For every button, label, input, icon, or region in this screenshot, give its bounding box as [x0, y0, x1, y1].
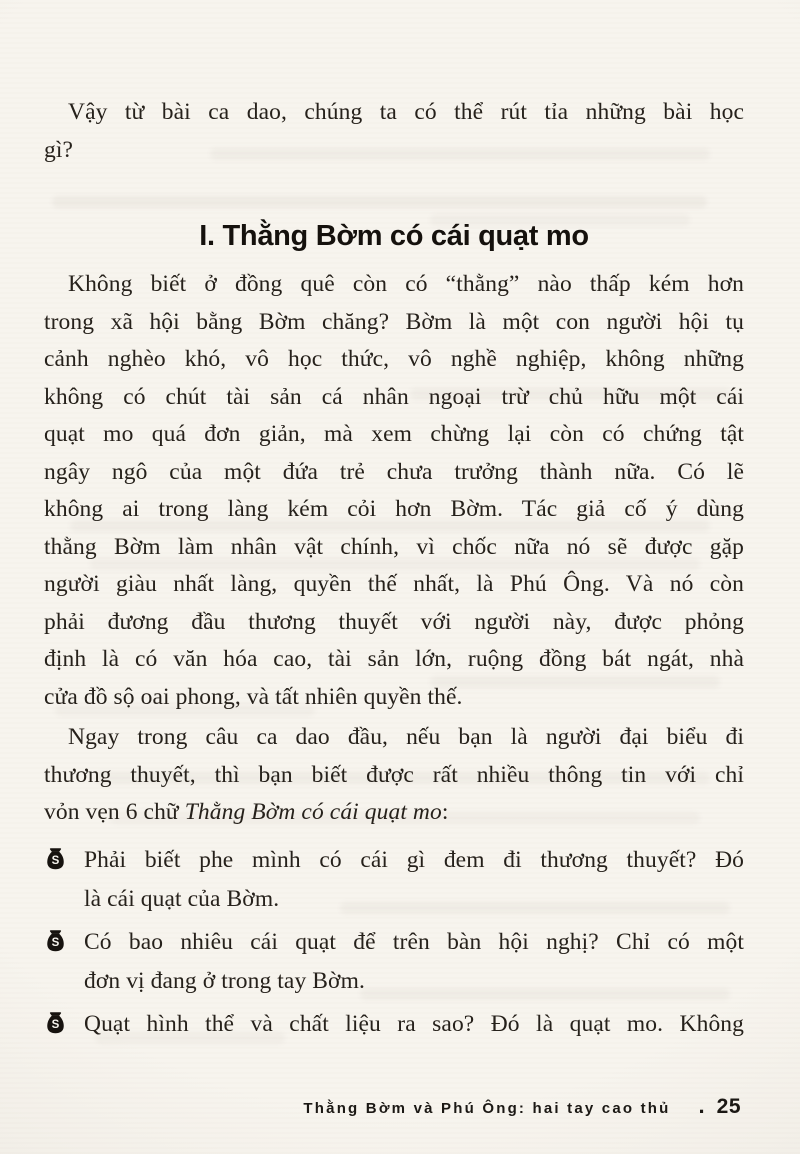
section-heading: I. Thằng Bờm có cái quạt mo [199, 220, 589, 252]
paragraph-line: Vậy từ bài ca dao, chúng ta có thể rút tỉa những bài học [68, 99, 744, 125]
line-segment: vỏn vẹn 6 chữ [44, 799, 185, 825]
bullet-item [44, 1005, 744, 1044]
bullet-item [44, 923, 744, 1001]
money-bag-icon [44, 1005, 84, 1039]
paragraph-line: ngây ngô của một đứa trẻ chưa trưởng thành nữa. Có lẽ [44, 458, 744, 485]
paragraph-line: trong xã hội bằng Bờm chăng? Bờm là một con người hội tụ [44, 308, 744, 335]
bleed-through-artifact [52, 196, 707, 208]
paragraph-line [44, 794, 744, 832]
paragraph-line: cảnh nghèo khó, vô học thức, vô nghề nghiệp, không những [44, 346, 744, 372]
bullet-text [84, 923, 744, 1001]
footer-separator-dot: . [698, 1093, 705, 1118]
money-bag-icon [44, 841, 84, 875]
paragraph-line: phải đương đầu thương thuyết với người này, được phỏng [44, 608, 744, 635]
paragraph-line: không có chút tài sản cá nhân ngoại trừ chủ hữu một cái [44, 383, 744, 410]
paragraph-line: Không biết ở đồng quê còn có “thằng” nào thấp kém hơn [68, 271, 744, 297]
bullet-line: Quạt hình thể và chất liệu ra sao? Đó là quạt mo. Không [84, 1011, 744, 1037]
footer-title: Thằng Bờm và Phú Ông: hai tay cao thủ [303, 1100, 671, 1117]
money-bag-icon [44, 923, 84, 957]
bullet-text [84, 841, 744, 919]
bullet-line: là cái quạt của Bờm. [84, 886, 280, 912]
svg-text:S: S [51, 937, 60, 950]
bullet-line: đơn vị đang ở trong tay Bờm. [84, 968, 365, 994]
body-paragraph [44, 266, 744, 716]
bullet-line: Phải biết phe mình có cái gì đem đi thương thuyết? Đó [84, 847, 744, 873]
paragraph-line: cửa đồ sộ oai phong, và tất nhiên quyền thế. [44, 683, 463, 710]
paragraph-line: gì? [44, 136, 74, 163]
italic-phrase: Thằng Bờm có cái quạt mo [184, 799, 442, 825]
svg-text:S: S [51, 855, 60, 868]
paragraph-line: định là có văn hóa cao, tài sản lớn, ruộng đồng bát ngát, nhà [44, 646, 744, 672]
bullet-item [44, 841, 744, 919]
page-footer [303, 1093, 741, 1119]
line-segment: : [441, 799, 449, 825]
paragraph-line: quạt mo quá đơn giản, mà xem chừng lại còn có chứng tật [44, 421, 744, 447]
body-paragraph [44, 719, 744, 832]
intro-paragraph [44, 94, 744, 169]
paragraph-line: thằng Bờm làm nhân vật chính, vì chốc nữa nó sẽ được gặp [44, 533, 744, 560]
paragraph-line: Ngay trong câu ca dao đầu, nếu bạn là người đại biểu đi [68, 724, 744, 750]
paragraph-line: không ai trong làng kém cỏi hơn Bờm. Tác giả cố ý dùng [44, 496, 744, 522]
bullet-text [84, 1005, 744, 1044]
svg-text:S: S [51, 1019, 60, 1032]
bullet-list [44, 841, 744, 1048]
paragraph-line: người giàu nhất làng, quyền thế nhất, là Phú Ông. Và nó còn [44, 571, 744, 597]
bullet-line: Có bao nhiêu cái quạt để trên bàn hội nghị? Chỉ có một [84, 929, 744, 955]
page-number: 25 [716, 1095, 741, 1118]
paragraph-line: thương thuyết, thì bạn biết được rất nhiều thông tin với chỉ [44, 761, 744, 788]
